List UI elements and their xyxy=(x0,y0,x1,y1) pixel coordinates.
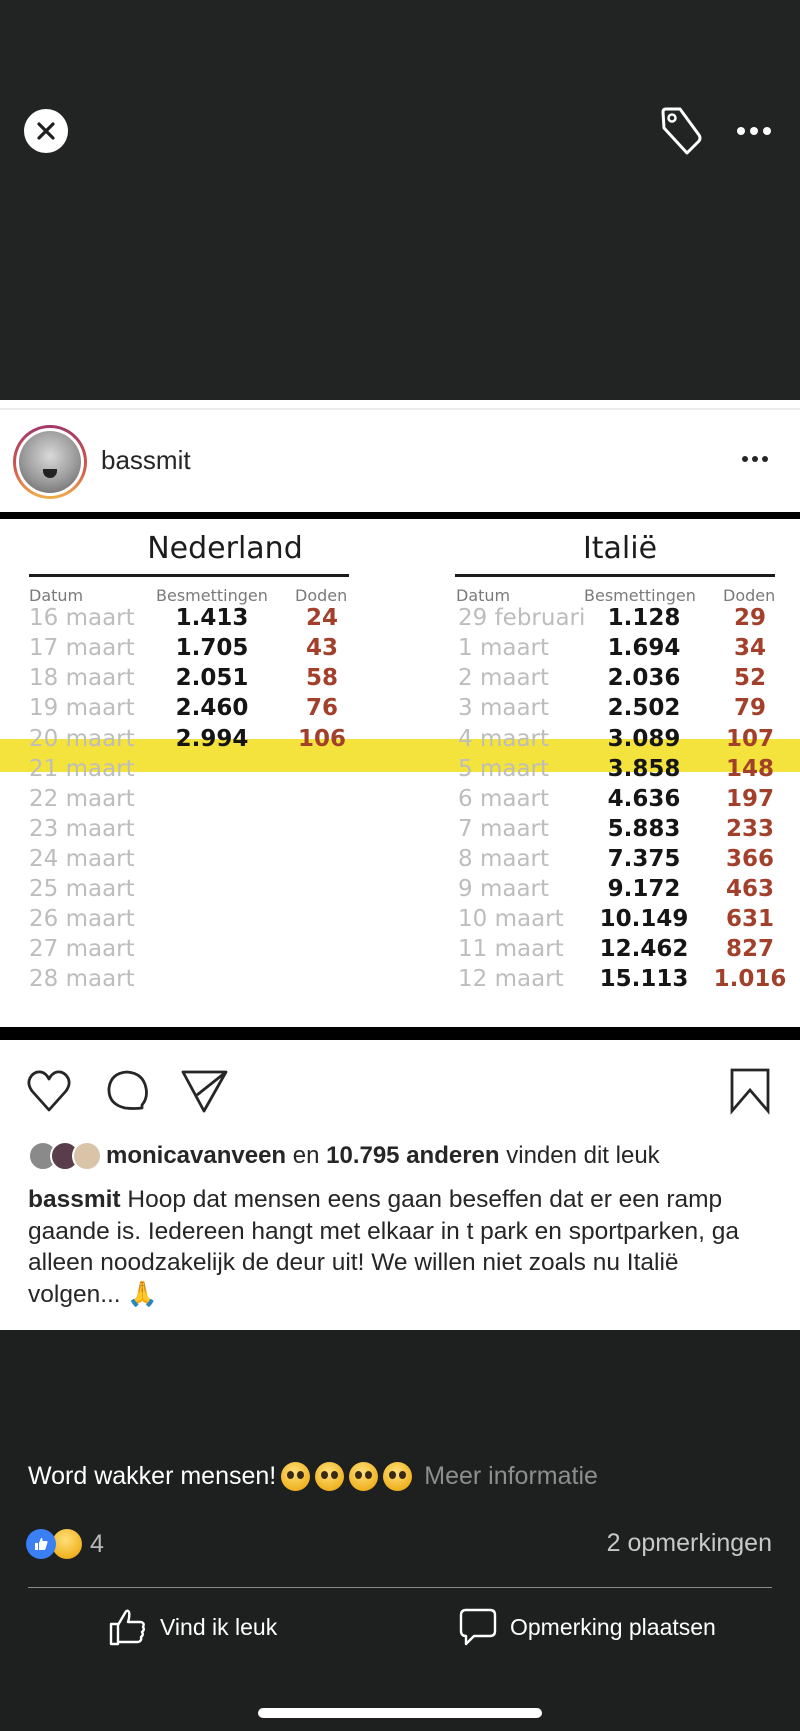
corona-comparison-table xyxy=(0,512,800,1040)
instagram-username: bassmit xyxy=(101,445,191,475)
infections-cell: 7.375 xyxy=(607,846,681,872)
sad-reaction-icon xyxy=(52,1529,82,1559)
like-reaction-icon xyxy=(26,1529,56,1559)
bookmark-icon xyxy=(728,1067,772,1115)
like-button[interactable]: Vind ik leuk xyxy=(108,1605,277,1649)
date-cell: 5 maart xyxy=(458,756,550,782)
deaths-cell: 1.016 xyxy=(713,966,787,992)
divider xyxy=(0,408,800,410)
column-header: Besmettingen xyxy=(156,586,268,605)
instagram-more-icon xyxy=(742,456,768,462)
table-row xyxy=(0,665,800,695)
title-underline xyxy=(455,574,775,577)
deaths-cell: 233 xyxy=(725,816,774,842)
date-cell: 12 maart xyxy=(458,966,564,992)
deaths-cell: 79 xyxy=(733,695,766,721)
tag-button[interactable] xyxy=(658,106,708,156)
divider xyxy=(28,1587,772,1588)
deaths-cell: 148 xyxy=(725,756,774,782)
avatar-image xyxy=(19,431,81,493)
date-cell: 25 maart xyxy=(29,876,135,902)
date-cell: 11 maart xyxy=(458,936,564,962)
infections-cell: 12.462 xyxy=(599,936,689,962)
table-row xyxy=(0,756,800,786)
infections-cell: 5.883 xyxy=(607,816,681,842)
table-row xyxy=(0,695,800,725)
deaths-cell: 24 xyxy=(305,605,338,631)
caption-text: Hoop dat mensen eens gaan beseffen dat er een ramp gaande is. Iedereen hangt met elkaar in t park en sportparken, ga alleen noodzakelijk de deur uit! We willen niet zoals nu Italië volgen... 🙏 xyxy=(28,1186,739,1308)
first-liker: monicavanveen xyxy=(106,1142,287,1169)
comments-count[interactable]: 2 opmerkingen xyxy=(606,1529,772,1557)
date-cell: 18 maart xyxy=(29,665,135,691)
table-row xyxy=(0,726,800,756)
column-header: Datum xyxy=(29,586,84,605)
column-header: Besmettingen xyxy=(584,586,696,605)
close-icon xyxy=(36,121,56,141)
date-cell: 9 maart xyxy=(458,876,550,902)
reactions-summary[interactable] xyxy=(26,1528,104,1560)
instagram-caption xyxy=(28,1184,768,1310)
table-row xyxy=(0,605,800,635)
date-cell: 17 maart xyxy=(29,635,135,661)
date-cell: 27 maart xyxy=(29,936,135,962)
infections-cell: 1.705 xyxy=(175,635,249,661)
heart-icon xyxy=(26,1069,72,1113)
deaths-cell: 827 xyxy=(725,936,774,962)
date-cell: 7 maart xyxy=(458,816,550,842)
column-header: Doden xyxy=(295,586,348,605)
more-dot-icon xyxy=(750,127,758,135)
date-cell: 26 maart xyxy=(29,906,135,932)
date-cell: 29 februari xyxy=(458,605,586,631)
more-dot-icon xyxy=(763,127,771,135)
infections-cell: 10.149 xyxy=(599,906,689,932)
infections-cell: 2.502 xyxy=(607,695,681,721)
infections-cell: 15.113 xyxy=(599,966,689,992)
date-cell: 19 maart xyxy=(29,695,135,721)
infections-cell: 2.460 xyxy=(175,695,249,721)
astonished-face-emoji xyxy=(383,1462,412,1491)
table-row xyxy=(0,846,800,876)
date-cell: 10 maart xyxy=(458,906,564,932)
comment-button[interactable]: Opmerking plaatsen xyxy=(458,1605,716,1649)
deaths-cell: 197 xyxy=(725,786,774,812)
infections-cell: 2.994 xyxy=(175,726,249,752)
send-icon xyxy=(180,1069,230,1113)
deaths-cell: 366 xyxy=(725,846,774,872)
infections-cell: 2.036 xyxy=(607,665,681,691)
tag-icon xyxy=(658,106,708,156)
deaths-cell: 43 xyxy=(305,635,338,661)
table-row xyxy=(0,816,800,846)
likes-summary: monicavanveen en 10.795 anderen vinden dit leuk xyxy=(28,1138,660,1174)
shared-photo[interactable] xyxy=(0,400,800,1330)
infections-cell: 3.089 xyxy=(607,726,681,752)
table-row xyxy=(0,876,800,906)
deaths-cell: 107 xyxy=(725,726,774,752)
table-title-nederland: Nederland xyxy=(147,531,303,566)
deaths-cell: 76 xyxy=(305,695,338,721)
deaths-cell: 34 xyxy=(733,635,766,661)
likes-count: 10.795 anderen xyxy=(326,1142,500,1169)
instagram-action-bar xyxy=(0,1053,800,1133)
date-cell: 20 maart xyxy=(29,726,135,752)
comment-icon xyxy=(104,1068,150,1114)
table-row xyxy=(0,936,800,966)
infections-cell: 2.051 xyxy=(175,665,249,691)
date-cell: 24 maart xyxy=(29,846,135,872)
title-underline xyxy=(29,574,349,577)
viewer-top-bar xyxy=(0,0,800,400)
deaths-cell: 29 xyxy=(733,605,766,631)
infections-cell: 4.636 xyxy=(607,786,681,812)
astonished-face-emoji xyxy=(349,1462,378,1491)
date-cell: 2 maart xyxy=(458,665,550,691)
date-cell: 23 maart xyxy=(29,816,135,842)
deaths-cell: 52 xyxy=(733,665,766,691)
date-cell: 16 maart xyxy=(29,605,135,631)
pleading-face-emoji xyxy=(281,1462,310,1491)
liker-avatars xyxy=(28,1141,94,1171)
close-button[interactable] xyxy=(24,109,68,153)
pleading-face-emoji xyxy=(315,1462,344,1491)
table-row xyxy=(0,906,800,936)
date-cell: 6 maart xyxy=(458,786,550,812)
avatar xyxy=(13,425,87,499)
instagram-post-header xyxy=(0,412,800,512)
more-options-button[interactable] xyxy=(734,118,774,144)
date-cell: 22 maart xyxy=(29,786,135,812)
infections-cell: 1.694 xyxy=(607,635,681,661)
thumbs-up-icon xyxy=(108,1607,148,1647)
date-cell: 28 maart xyxy=(29,966,135,992)
date-cell: 3 maart xyxy=(458,695,550,721)
table-row xyxy=(0,966,800,996)
infections-cell: 1.413 xyxy=(175,605,249,631)
deaths-cell: 58 xyxy=(305,665,338,691)
table-row xyxy=(0,635,800,665)
deaths-cell: 463 xyxy=(725,876,774,902)
table-row xyxy=(0,786,800,816)
more-dot-icon xyxy=(737,127,745,135)
deaths-cell: 106 xyxy=(297,726,346,752)
column-header: Datum xyxy=(456,586,511,605)
table-title-italie: Italië xyxy=(582,531,658,566)
speech-bubble-icon xyxy=(458,1607,498,1647)
infections-cell: 1.128 xyxy=(607,605,681,631)
home-indicator[interactable] xyxy=(258,1708,542,1718)
infections-cell: 3.858 xyxy=(607,756,681,782)
date-cell: 21 maart xyxy=(29,756,135,782)
caption-author: bassmit xyxy=(28,1186,121,1213)
date-cell: 4 maart xyxy=(458,726,550,752)
deaths-cell: 631 xyxy=(725,906,774,932)
date-cell: 8 maart xyxy=(458,846,550,872)
date-cell: 1 maart xyxy=(458,635,550,661)
infections-cell: 9.172 xyxy=(607,876,681,902)
column-header: Doden xyxy=(723,586,776,605)
facebook-post-text: Word wakker mensen! Meer informatie xyxy=(28,1462,598,1490)
reaction-count: 4 xyxy=(90,1529,104,1558)
more-info-link[interactable]: Meer informatie xyxy=(424,1462,598,1490)
